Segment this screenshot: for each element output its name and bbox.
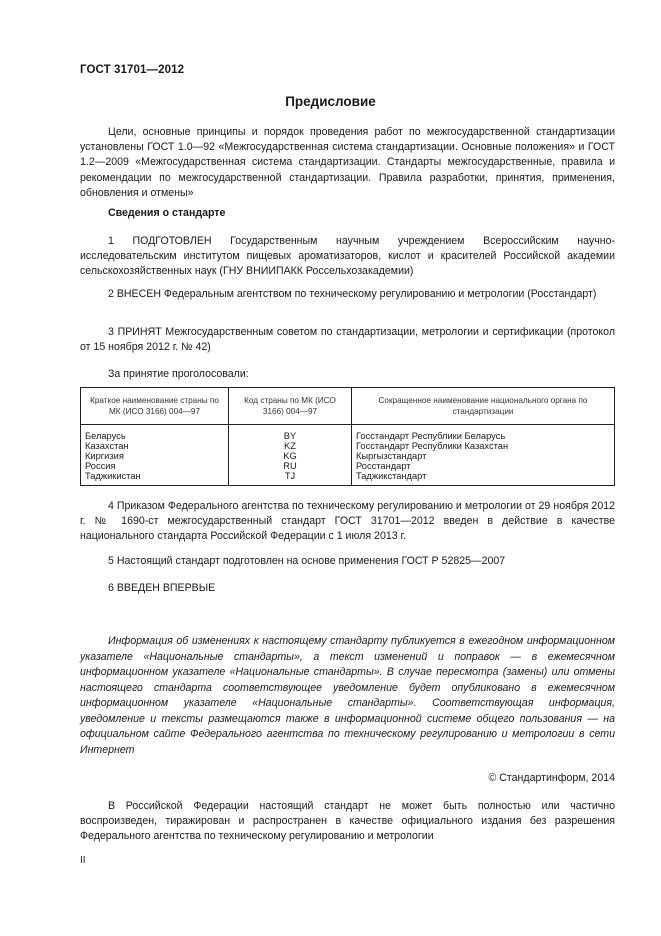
table-header-row [81,388,615,425]
item-prepared: 1 ПОДГОТОВЛЕН Государственным научным учреждением Всероссийским научно-исследовательским институтом пищевых ароматизаторов, кислот и красителей Российской академии сельскохозяйственных наук (ГНУ ВНИИПАКК Россельхозакадемии) [80,235,615,278]
votes-table [80,387,615,486]
page-number: II [80,855,86,866]
column-header-code: Код страны по МК (ИСО 3166) 004—97 [229,388,352,425]
page-title: Предисловие [285,94,376,109]
country-cell: Киргизия [81,451,229,461]
country-cell: Таджикистан [81,471,229,486]
body-cell: Таджикстандарт [352,471,615,486]
table-row [81,425,615,442]
code-cell: KZ [229,441,352,451]
reproduction-notice: В Российской Федерации настоящий стандарт не может быть полностью или частично воспроизведен, тиражирован и распространен в качестве официального издания без разрешения Федерального агентства по техническому регулированию и метрологии [80,800,615,843]
intro-paragraph: Цели, основные принципы и порядок проведения работ по межгосударственной стандартизации установлены ГОСТ 1.0—92 «Межгосударственная система стандартизации. Основные положения» и ГОСТ 1.2—2009 «Межгосударственная система стандартизации. Стандарты межгосударственные, правила и рекомендации по межгосударственной стандартизации. Правила разработки, принятия, применения, обновления и отмены» [80,126,615,199]
code-cell: TJ [229,471,352,486]
item-order: 4 Приказом Федерального агентства по техническому регулированию и метрологии от 29 ноября 2012 г. № 1690-ст межгосударственный стандарт ГОСТ 31701—2012 введен в действие в качестве национального стандарта Российской Федерации с 1 июля 2013 г. [80,500,615,543]
item-adopted: 3 ПРИНЯТ Межгосударственным советом по стандартизации, метрологии и сертификации (протокол от 15 ноября 2012 г. № 42) [80,326,615,354]
changes-info-notice: Информация об изменениях к настоящему стандарту публикуется в ежегодном информационном указателе «Национальные стандарты», а текст изменений и поправок — в ежемесячном информационном указателе «Национальные стандарты». В случае пересмотра (замены) или отмены настоящего стандарта соответствующее уведомление будет опубликовано в ежемесячном информационном указателе «Национальные стандарты». Соответствующая информация, уведомление и тексты размещаются также в информационной системе общего пользования — на официальном сайте Федерального агентства по техническому регулированию и метрологии в сети Интернет [80,635,615,756]
code-cell: RU [229,461,352,471]
table-row [81,471,615,486]
country-cell: Беларусь [81,425,229,442]
item-first-introduced: 6 ВВЕДЕН ВПЕРВЫЕ [108,582,216,594]
code-cell: KG [229,451,352,461]
votes-caption: За принятие проголосовали: [108,368,249,380]
body-cell: Росстандарт [352,461,615,471]
column-header-body: Сокращенное наименование национального органа по стандартизации [352,388,615,425]
table-row [81,451,615,461]
document-code: ГОСТ 31701—2012 [80,64,185,76]
country-cell: Россия [81,461,229,471]
body-cell: Кыргызстандарт [352,451,615,461]
section-heading: Сведения о стандарте [108,207,226,219]
table-row [81,441,615,451]
table-row [81,461,615,471]
body-cell: Госстандарт Республики Казахстан [352,441,615,451]
body-cell: Госстандарт Республики Беларусь [352,425,615,442]
item-introduced: 2 ВНЕСЕН Федеральным агентством по техническому регулированию и метрологии (Росстандарт) [108,288,597,300]
country-cell: Казахстан [81,441,229,451]
code-cell: BY [229,425,352,442]
item-basis: 5 Настоящий стандарт подготовлен на основе применения ГОСТ Р 52825—2007 [108,555,506,567]
copyright: © Стандартинформ, 2014 [488,772,615,784]
column-header-country: Краткое наименование страны по МК (ИСО 3166) 004—97 [81,388,229,425]
